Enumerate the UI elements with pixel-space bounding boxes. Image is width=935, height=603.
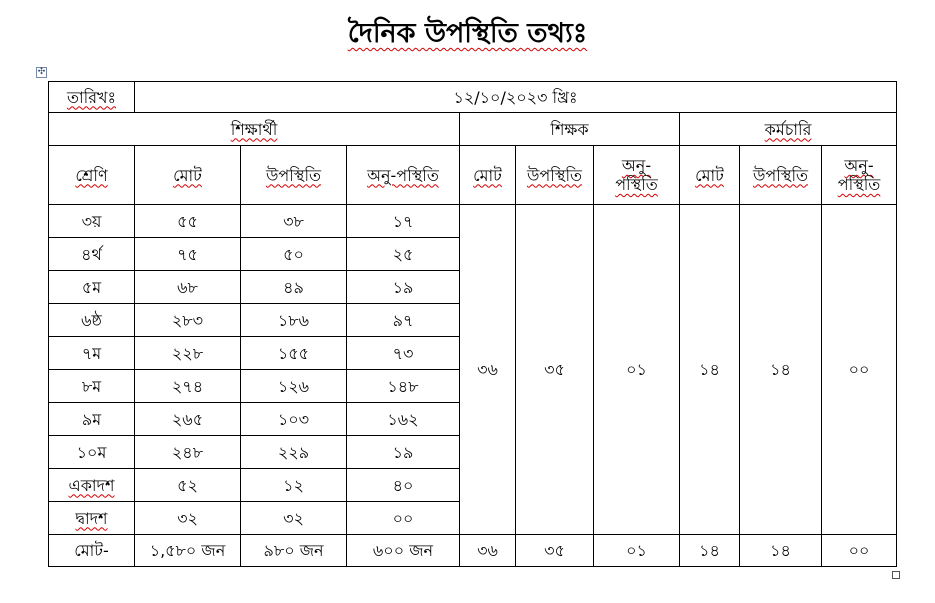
- teacher-total-header[interactable]: [460, 146, 516, 205]
- student-total-cell[interactable]: ৫৫: [135, 205, 241, 238]
- student-present-cell[interactable]: ৩২: [241, 502, 347, 535]
- teacher-total-cell[interactable]: ৩৬: [460, 205, 516, 535]
- staff-total-header-label: মোট: [695, 165, 724, 185]
- student-present-cell[interactable]: ৪৯: [241, 271, 347, 304]
- student-absent-cell[interactable]: ২৫: [347, 238, 460, 271]
- staff-absent-header-line1: অনু-: [844, 156, 874, 175]
- staff-total-cell[interactable]: ১৪: [680, 205, 740, 535]
- date-label: তারিখঃ: [66, 87, 117, 107]
- student-total-cell[interactable]: ২৪৮: [135, 436, 241, 469]
- students-group-label: শিক্ষার্থী: [230, 119, 278, 139]
- class-cell[interactable]: ৮ম: [49, 370, 135, 403]
- attendance-table: [48, 81, 897, 567]
- student-present-cell[interactable]: ২২৯: [241, 436, 347, 469]
- class-header[interactable]: [49, 146, 135, 205]
- totals-row: [49, 535, 897, 567]
- student-absent-header-label: অনু-পস্থিতি: [367, 165, 439, 185]
- sub-header-row: [49, 146, 897, 205]
- student-total-cell[interactable]: ২৮৩: [135, 304, 241, 337]
- student-absent-cell[interactable]: ৭৩: [347, 337, 460, 370]
- teacher-present-header-label: উপস্থিতি: [526, 165, 583, 185]
- student-absent-cell[interactable]: ১৭: [347, 205, 460, 238]
- teacher-absent-header-line1: অনু-: [621, 156, 652, 175]
- class-cell[interactable]: ৩য়: [49, 205, 135, 238]
- student-present-cell[interactable]: ১৫৫: [241, 337, 347, 370]
- teacher-present-cell[interactable]: ৩৫: [516, 205, 594, 535]
- student-present-header-label: উপস্থিতি: [265, 165, 322, 185]
- teacher-total-header-label: মোট: [473, 165, 502, 185]
- class-cell[interactable]: ১০ম: [49, 436, 135, 469]
- student-total-cell[interactable]: ৬৮: [135, 271, 241, 304]
- teachers-group-label: শিক্ষক: [550, 119, 589, 139]
- student-absent-cell[interactable]: ১৯: [347, 271, 460, 304]
- staff-present-header-label: উপস্থিতি: [752, 165, 809, 185]
- totals-staff-total-cell[interactable]: ১৪: [680, 535, 740, 567]
- staff-absent-cell[interactable]: ০০: [822, 205, 897, 535]
- student-total-cell[interactable]: ২২৮: [135, 337, 241, 370]
- totals-label-cell[interactable]: মোট-: [49, 535, 135, 567]
- staff-absent-header-line2: পস্থিতি: [837, 175, 881, 194]
- student-absent-cell[interactable]: ১৯: [347, 436, 460, 469]
- student-total-header[interactable]: [135, 146, 241, 205]
- students-group-header[interactable]: [49, 113, 460, 146]
- date-label-cell[interactable]: [49, 82, 135, 113]
- staff-absent-header[interactable]: [822, 146, 897, 205]
- class-cell[interactable]: ৬ষ্ঠ: [49, 304, 135, 337]
- class-cell[interactable]: [49, 502, 135, 535]
- class-cell[interactable]: [49, 469, 135, 502]
- student-present-cell[interactable]: ১২৬: [241, 370, 347, 403]
- student-total-cell[interactable]: ২৬৫: [135, 403, 241, 436]
- student-present-cell[interactable]: ১৮৬: [241, 304, 347, 337]
- student-absent-header[interactable]: [347, 146, 460, 205]
- teacher-absent-header-line2: পস্থিতি: [615, 175, 658, 194]
- class-label: একাদশ: [68, 475, 115, 495]
- totals-teacher-present-cell[interactable]: ৩৫: [516, 535, 594, 567]
- student-present-cell[interactable]: ১২: [241, 469, 347, 502]
- totals-teacher-absent-cell[interactable]: ০১: [594, 535, 680, 567]
- student-present-cell[interactable]: ৫০: [241, 238, 347, 271]
- student-absent-cell[interactable]: ০০: [347, 502, 460, 535]
- resize-handle-icon[interactable]: [892, 571, 900, 579]
- student-absent-cell[interactable]: ৪০: [347, 469, 460, 502]
- staff-group-header[interactable]: [680, 113, 897, 146]
- date-value-cell[interactable]: [135, 82, 897, 113]
- date-row: [49, 82, 897, 113]
- student-total-cell[interactable]: ২৭৪: [135, 370, 241, 403]
- student-present-cell[interactable]: ১০৩: [241, 403, 347, 436]
- teachers-group-header[interactable]: [460, 113, 680, 146]
- staff-group-label: কর্মচারি: [764, 119, 812, 139]
- document-title: [0, 14, 935, 54]
- totals-student-total-cell[interactable]: ১,৫৮০ জন: [135, 535, 241, 567]
- class-cell[interactable]: ৯ম: [49, 403, 135, 436]
- teacher-absent-cell[interactable]: ০১: [594, 205, 680, 535]
- totals-student-present-cell[interactable]: ৯৮০ জন: [241, 535, 347, 567]
- student-absent-cell[interactable]: ৯৭: [347, 304, 460, 337]
- student-total-cell[interactable]: ৭৫: [135, 238, 241, 271]
- teacher-absent-header[interactable]: [594, 146, 680, 205]
- class-cell[interactable]: ৭ম: [49, 337, 135, 370]
- totals-student-absent-cell[interactable]: ৬০০ জন: [347, 535, 460, 567]
- teacher-present-header[interactable]: [516, 146, 594, 205]
- student-absent-cell[interactable]: ১৪৮: [347, 370, 460, 403]
- student-total-header-label: মোট: [173, 165, 202, 185]
- student-total-cell[interactable]: ৫২: [135, 469, 241, 502]
- student-absent-cell[interactable]: ১৬২: [347, 403, 460, 436]
- staff-present-cell[interactable]: ১৪: [740, 205, 822, 535]
- class-cell[interactable]: ৪র্থ: [49, 238, 135, 271]
- staff-total-header[interactable]: [680, 146, 740, 205]
- move-arrows-icon[interactable]: ✣: [37, 67, 46, 77]
- class-cell[interactable]: ৫ম: [49, 271, 135, 304]
- staff-present-header[interactable]: [740, 146, 822, 205]
- table-row: [49, 205, 897, 238]
- totals-staff-present-cell[interactable]: ১৪: [740, 535, 822, 567]
- group-header-row: [49, 113, 897, 146]
- student-present-header[interactable]: [241, 146, 347, 205]
- totals-teacher-total-cell[interactable]: ৩৬: [460, 535, 516, 567]
- class-label: দ্বাদশ: [75, 508, 108, 528]
- student-total-cell[interactable]: ৩২: [135, 502, 241, 535]
- document-title-text: দৈনিক উপস্থিতি তথ্যঃ: [347, 18, 588, 49]
- student-present-cell[interactable]: ৩৮: [241, 205, 347, 238]
- class-header-label: শ্রেণি: [75, 165, 108, 185]
- totals-staff-absent-cell[interactable]: ০০: [822, 535, 897, 567]
- date-value: ১২/১০/২০২৩ খ্রিঃ: [453, 87, 578, 107]
